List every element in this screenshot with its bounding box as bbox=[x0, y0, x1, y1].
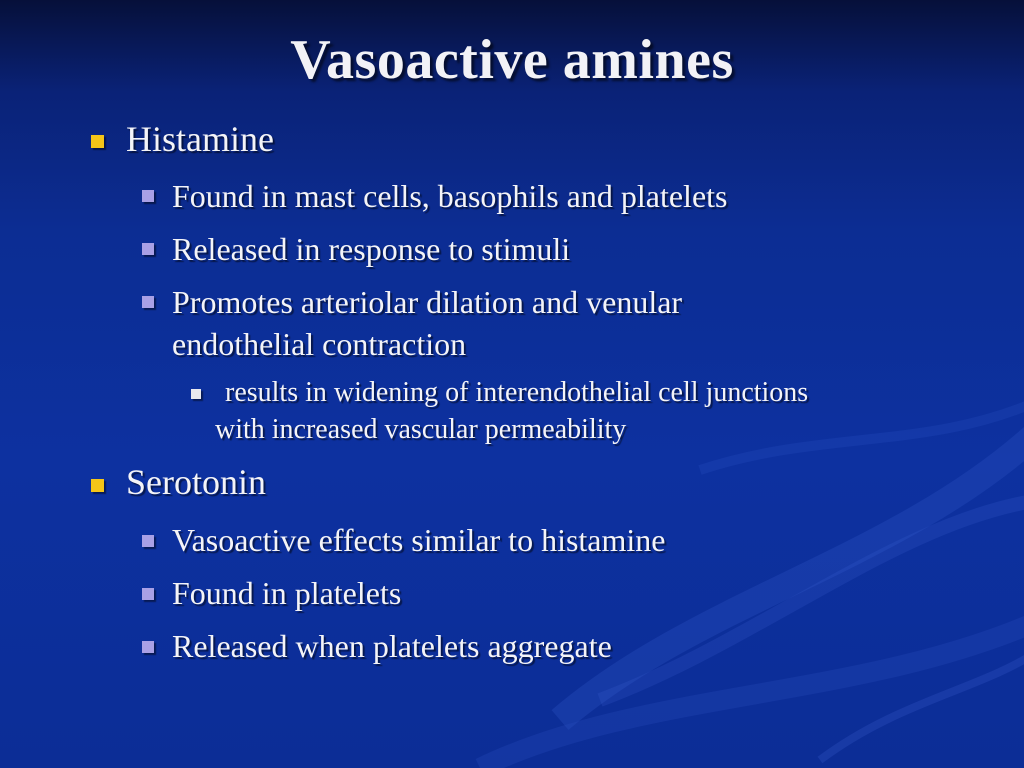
histamine-subpoint-line2: with increased vascular permeability bbox=[215, 414, 627, 445]
level2-bullet-square bbox=[142, 190, 154, 202]
level3-bullet-square bbox=[191, 389, 201, 399]
level2-bullet-square bbox=[142, 588, 154, 600]
section-heading-histamine: Histamine bbox=[126, 119, 274, 159]
level1-bullet-square bbox=[91, 479, 104, 492]
section-heading-serotonin: Serotonin bbox=[126, 462, 266, 502]
level2-bullet-square bbox=[142, 535, 154, 547]
histamine-point-3-line2: endothelial contraction bbox=[172, 326, 467, 362]
serotonin-point-2: Found in platelets bbox=[172, 575, 402, 611]
level2-bullet-square bbox=[142, 243, 154, 255]
level2-bullet-square bbox=[142, 296, 154, 308]
histamine-subpoint-line1: results in widening of interendothelial cell junctions bbox=[225, 377, 809, 408]
swirl-stroke-5 bbox=[820, 650, 1024, 760]
level1-bullet-square bbox=[91, 135, 104, 148]
serotonin-point-3: Released when platelets aggregate bbox=[172, 628, 612, 664]
histamine-point-2: Released in response to stimuli bbox=[172, 231, 571, 267]
serotonin-point-1: Vasoactive effects similar to histamine bbox=[172, 522, 666, 558]
histamine-point-1: Found in mast cells, basophils and platelets bbox=[172, 178, 728, 214]
swirl-stroke-1 bbox=[560, 430, 1024, 720]
slide-title: Vasoactive amines bbox=[290, 29, 734, 91]
histamine-point-3-line1: Promotes arteriolar dilation and venular bbox=[172, 284, 683, 320]
level2-bullet-square bbox=[142, 641, 154, 653]
